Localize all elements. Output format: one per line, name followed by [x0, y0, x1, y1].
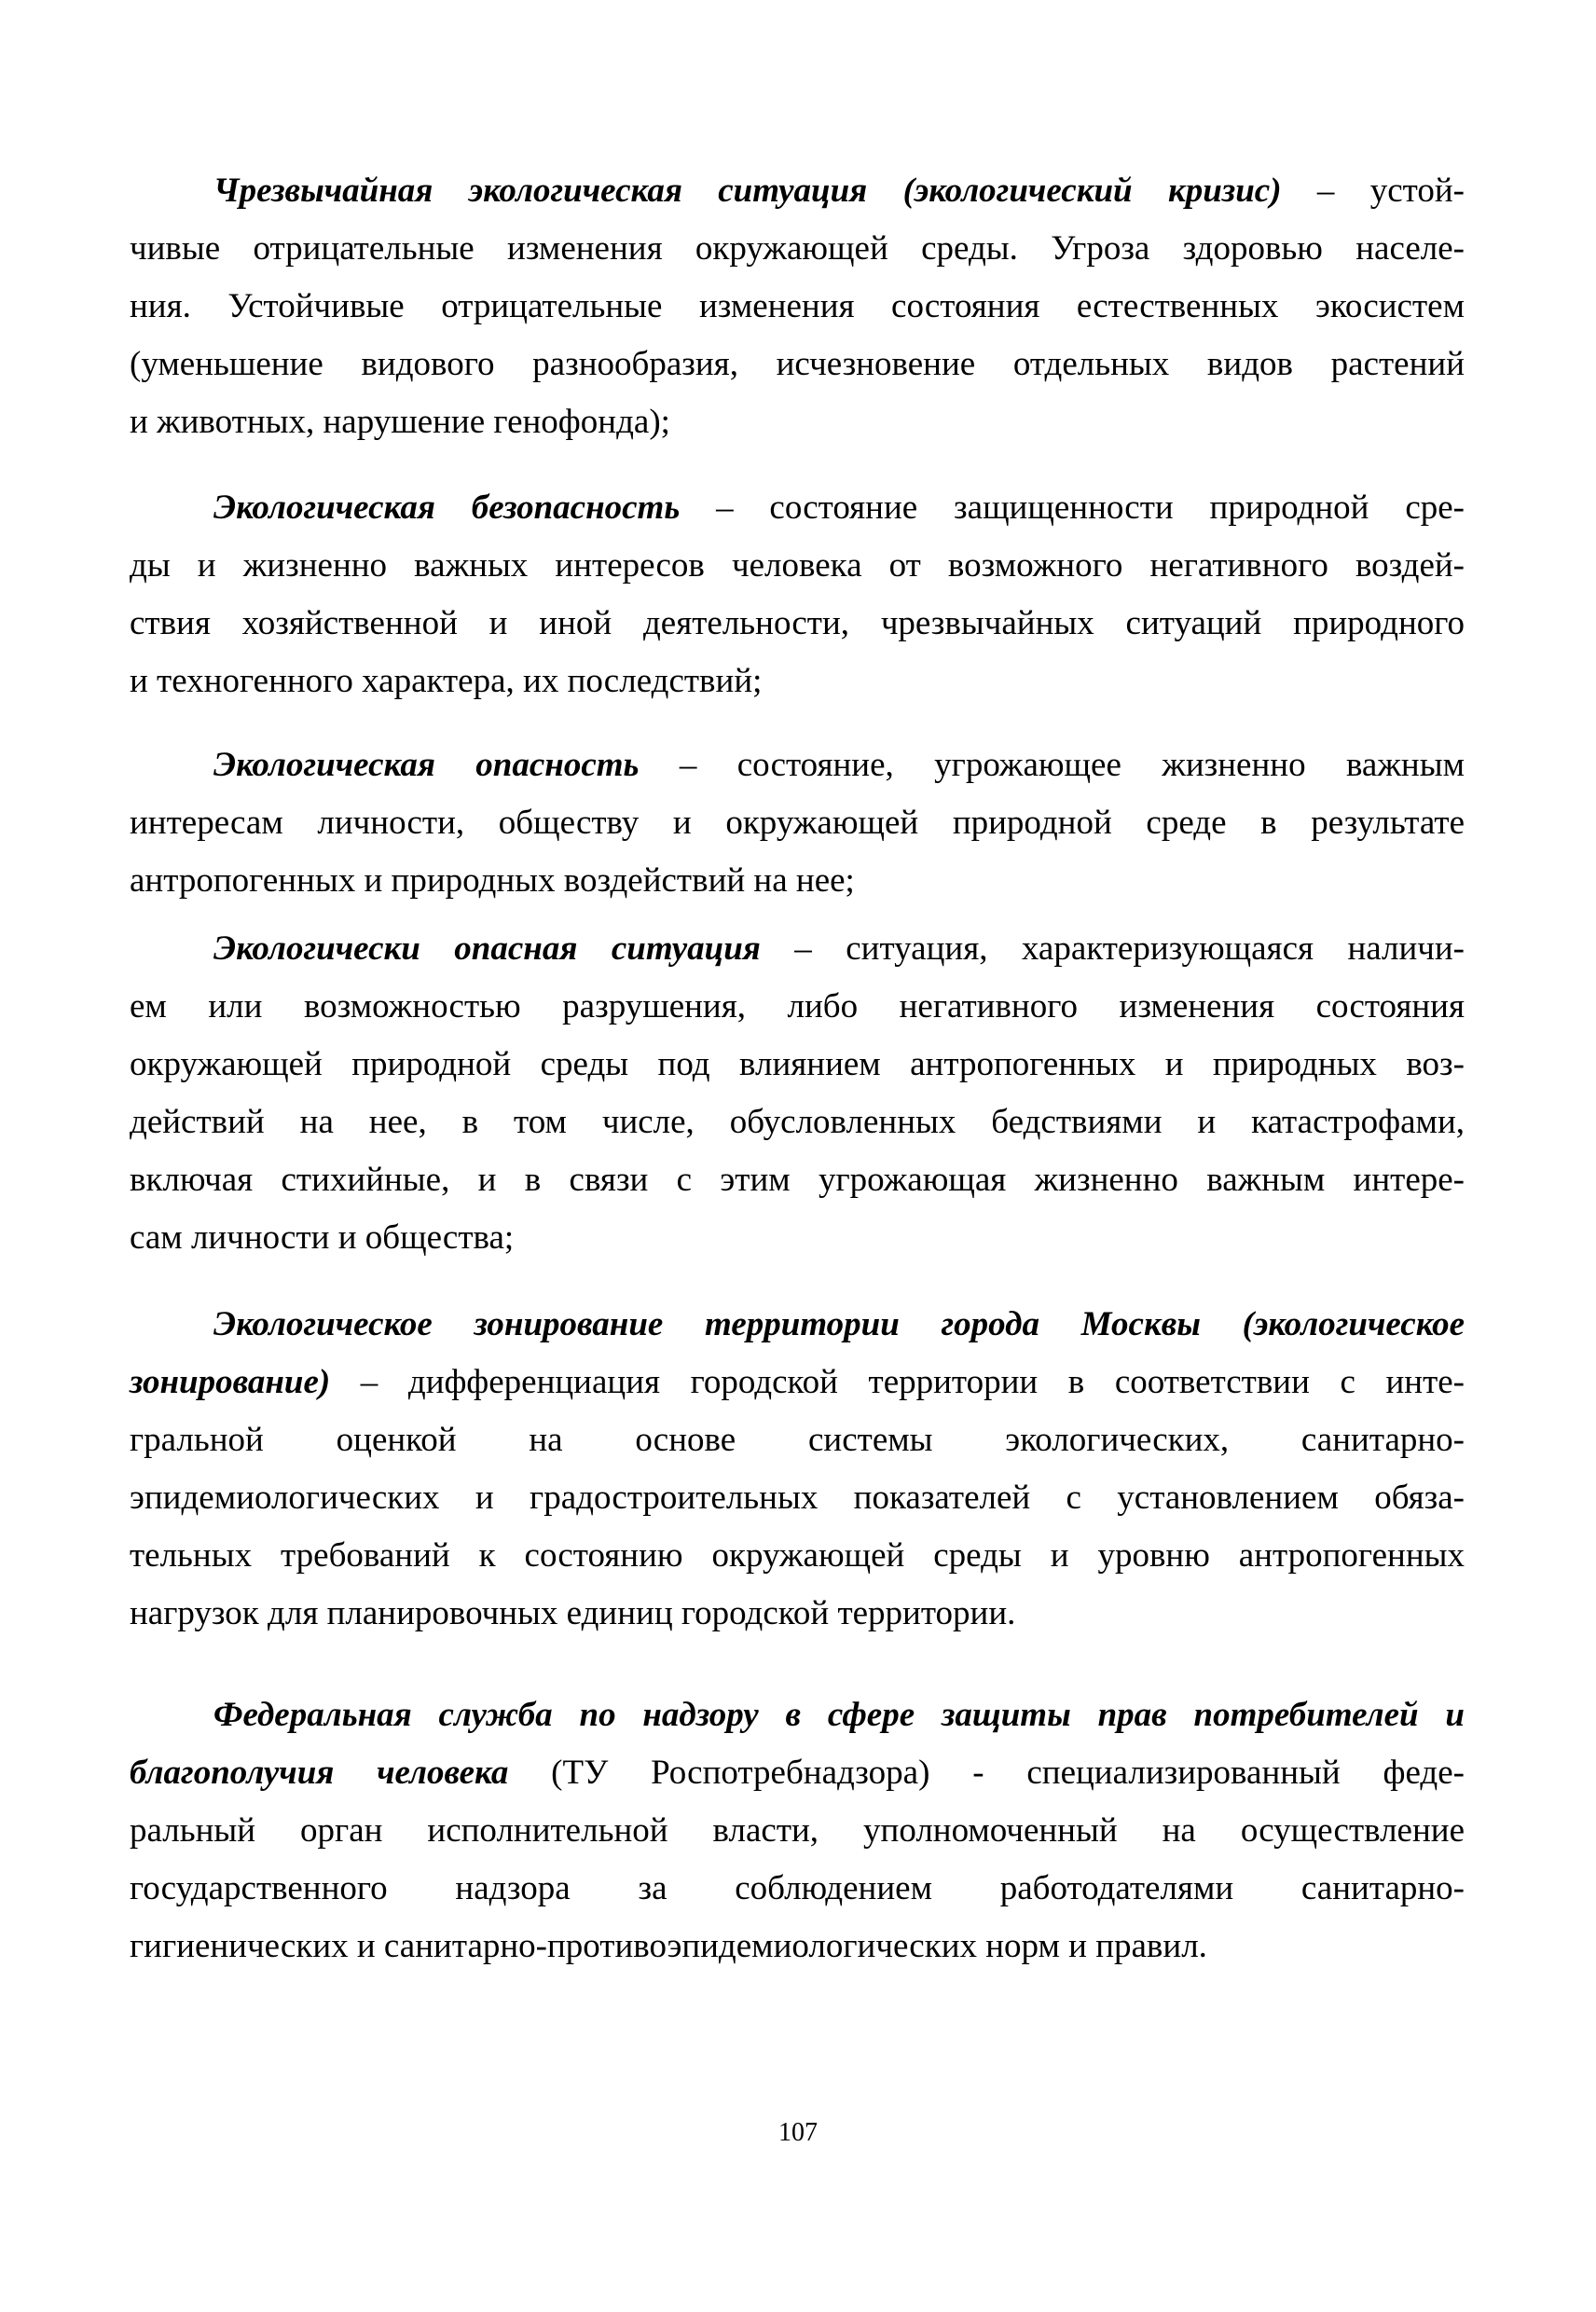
text-line — [130, 537, 1465, 595]
text-line — [130, 595, 1465, 653]
definition-text: окружающей природной среды под влиянием антропогенных и природных воз- — [130, 1045, 1465, 1083]
defined-term: Чрезвычайная экологическая ситуация (экологический кризис) — [213, 172, 1282, 210]
defined-term: Экологическая опасность — [213, 746, 640, 784]
text-line — [130, 1585, 1465, 1643]
definition-text: ствия хозяйственной и иной деятельности, чрезвычайных ситуаций природного — [130, 604, 1465, 642]
text-line — [130, 1354, 1465, 1411]
definition-paragraph — [130, 1686, 1465, 1975]
text-line — [130, 794, 1465, 852]
text-line — [130, 1860, 1465, 1918]
text-line — [130, 278, 1465, 336]
definition-text: ем или возможностью разрушения, либо негативного изменения состояния — [130, 987, 1465, 1025]
text-line — [130, 479, 1465, 537]
defined-term: зонирование) — [130, 1363, 331, 1401]
definition-text: – устой- — [1281, 172, 1465, 210]
definition-paragraph — [130, 162, 1465, 451]
text-line — [130, 1744, 1465, 1802]
defined-term: благополучия человека — [130, 1754, 509, 1792]
text-line — [130, 736, 1465, 794]
text-line — [130, 162, 1465, 220]
definition-text: – состояние, угрожающее жизненно важным — [639, 746, 1465, 784]
definition-text: и животных, нарушение генофонда); — [130, 403, 670, 441]
definition-text: ральный орган исполнительной власти, уполномоченный на осуществление — [130, 1811, 1465, 1850]
definition-text: государственного надзора за соблюдением работодателями санитарно- — [130, 1869, 1465, 1907]
definition-text: ды и жизненно важных интересов человека от возможного негативного воздей- — [130, 546, 1465, 585]
text-line — [130, 978, 1465, 1036]
text-line — [130, 1296, 1465, 1354]
definition-text: антропогенных и природных воздействий на нее; — [130, 861, 855, 900]
text-line — [130, 1036, 1465, 1094]
definition-text: нагрузок для планировочных единиц городской территории. — [130, 1594, 1016, 1632]
text-line — [130, 336, 1465, 393]
text-line — [130, 1686, 1465, 1744]
page-number: 107 — [778, 2118, 818, 2147]
definition-text: и техногенного характера, их последствий; — [130, 662, 763, 700]
definition-text: тельных требований к состоянию окружающей среды и уровню антропогенных — [130, 1536, 1465, 1575]
text-line — [130, 653, 1465, 710]
definition-text: ния. Устойчивые отрицательные изменения состояния естественных экосистем — [130, 287, 1465, 325]
text-line — [130, 393, 1465, 451]
definition-text: гральной оценкой на основе системы экологических, санитарно- — [130, 1421, 1465, 1459]
text-line — [130, 1411, 1465, 1469]
definition-text: включая стихийные, и в связи с этим угрожающая жизненно важным интере- — [130, 1161, 1465, 1199]
definition-text: – ситуация, характеризующаяся наличи- — [760, 929, 1465, 968]
definition-paragraph — [130, 920, 1465, 1267]
definition-paragraph — [130, 736, 1465, 910]
text-line — [130, 852, 1465, 910]
definition-paragraph — [130, 1296, 1465, 1643]
definition-text: (ТУ Роспотребнадзора) - специализированный феде- — [508, 1754, 1465, 1792]
defined-term: Экологически опасная ситуация — [213, 929, 761, 968]
definition-text: (уменьшение видового разнообразия, исчезновение отдельных видов растений — [130, 345, 1465, 383]
text-line — [130, 1151, 1465, 1209]
text-line — [130, 1802, 1465, 1860]
definition-text: эпидемиологических и градостроительных показателей с установлением обяза- — [130, 1479, 1465, 1517]
definition-text: – состояние защищенности природной сре- — [680, 489, 1465, 527]
definition-text: – дифференциация городской территории в соответствии с инте- — [330, 1363, 1465, 1401]
text-line — [130, 1918, 1465, 1975]
text-line — [130, 1527, 1465, 1585]
defined-term: Экологическая безопасность — [213, 489, 681, 527]
text-line — [130, 920, 1465, 978]
definition-text: действий на нее, в том числе, обусловленных бедствиями и катастрофами, — [130, 1103, 1465, 1141]
defined-term: Экологическое зонирование территории города Москвы (экологическое — [213, 1305, 1465, 1343]
defined-term: Федеральная служба по надзору в сфере защиты прав потребителей и — [213, 1696, 1465, 1734]
text-line — [130, 1094, 1465, 1151]
definition-text: сам личности и общества; — [130, 1218, 515, 1257]
text-line — [130, 220, 1465, 278]
definition-text: чивые отрицательные изменения окружающей среды. Угроза здоровью населе- — [130, 229, 1465, 268]
definition-text: гигиенических и санитарно-противоэпидемиологических норм и правил. — [130, 1927, 1207, 1965]
definition-text: интересам личности, обществу и окружающей природной среде в результате — [130, 804, 1465, 842]
definition-paragraph — [130, 479, 1465, 710]
text-line — [130, 1469, 1465, 1527]
text-line — [130, 1209, 1465, 1267]
